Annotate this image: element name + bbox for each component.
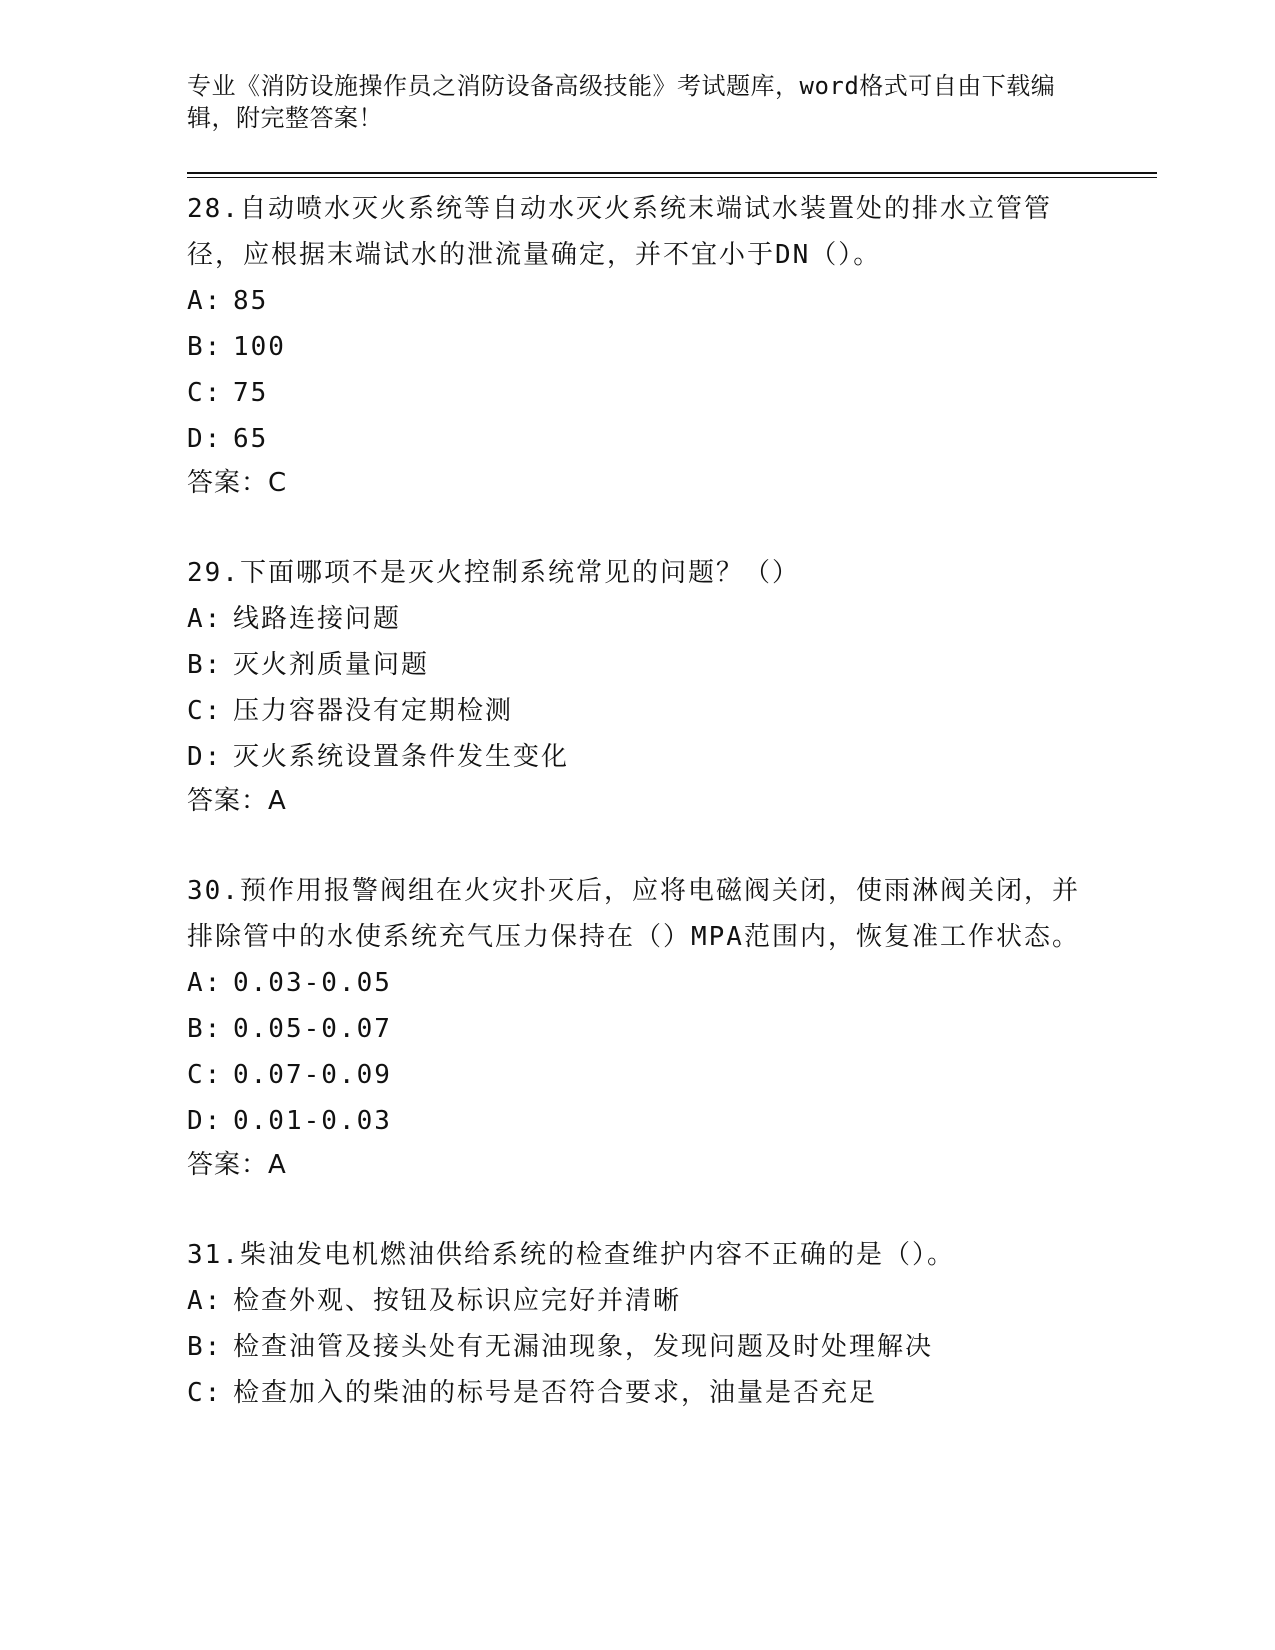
option-d: [187, 1098, 1157, 1144]
option-letter: D:: [187, 424, 223, 454]
question-spacer: [187, 1186, 1157, 1232]
option-text: 灭火剂质量问题: [233, 650, 430, 680]
option-letter: A:: [187, 1286, 223, 1316]
option-b: [187, 324, 1157, 370]
option-a: [187, 596, 1157, 642]
option-d: [187, 734, 1157, 780]
question-30: [187, 868, 1157, 1186]
question-stem: 30.预作用报警阀组在火灾扑灭后，应将电磁阀关闭，使雨淋阀关闭，并排除管中的水使系统充气压力保持在（）MPA范围内，恢复准工作状态。: [187, 876, 1080, 952]
answer-line: 答案：A: [187, 786, 287, 816]
option-b: [187, 1324, 1157, 1370]
answer-line: 答案：C: [187, 468, 288, 498]
divider-thick-line: [187, 172, 1157, 174]
question-spacer: [187, 504, 1157, 550]
option-c: [187, 370, 1157, 416]
header-divider: [187, 172, 1157, 178]
option-text: 压力容器没有定期检测: [233, 696, 514, 726]
option-letter: C:: [187, 1378, 223, 1408]
option-letter: C:: [187, 378, 223, 408]
question-stem: 28.自动喷水灭火系统等自动水灭火系统末端试水装置处的排水立管管径，应根据末端试水的泄流量确定，并不宜小于DN（）。: [187, 194, 1052, 270]
option-letter: B:: [187, 650, 223, 680]
option-text: 75: [233, 378, 269, 408]
option-c: [187, 1052, 1157, 1098]
option-text: 0.01-0.03: [233, 1106, 392, 1136]
question-28: [187, 186, 1157, 504]
question-stem: 29.下面哪项不是灭火控制系统常见的问题？（）: [187, 558, 800, 588]
divider-thin-line: [187, 177, 1157, 178]
option-text: 65: [233, 424, 269, 454]
option-letter: C:: [187, 696, 223, 726]
option-text: 灭火系统设置条件发生变化: [233, 742, 570, 772]
option-text: 85: [233, 286, 269, 316]
option-text: 100: [233, 332, 286, 362]
option-text: 0.03-0.05: [233, 968, 392, 998]
option-letter: A:: [187, 968, 223, 998]
option-c: [187, 1370, 1157, 1416]
question-spacer: [187, 822, 1157, 868]
option-text: 检查外观、按钮及标识应完好并清晰: [233, 1286, 682, 1316]
option-letter: B:: [187, 1332, 223, 1362]
option-text: 0.05-0.07: [233, 1014, 392, 1044]
option-letter: C:: [187, 1060, 223, 1090]
option-b: [187, 642, 1157, 688]
option-text: 检查油管及接头处有无漏油现象，发现问题及时处理解决: [233, 1332, 934, 1362]
document-page: [187, 70, 1157, 1416]
option-text: 线路连接问题: [233, 604, 402, 634]
document-header: 专业《消防设施操作员之消防设备高级技能》考试题库，word格式可自由下载编辑，附完整答案！: [187, 72, 1056, 132]
option-a: [187, 1278, 1157, 1324]
question-31: [187, 1232, 1157, 1416]
option-c: [187, 688, 1157, 734]
option-b: [187, 1006, 1157, 1052]
option-letter: A:: [187, 286, 223, 316]
option-a: [187, 278, 1157, 324]
option-letter: B:: [187, 1014, 223, 1044]
option-a: [187, 960, 1157, 1006]
option-letter: D:: [187, 742, 223, 772]
option-text: 0.07-0.09: [233, 1060, 392, 1090]
option-d: [187, 416, 1157, 462]
option-letter: D:: [187, 1106, 223, 1136]
option-letter: A:: [187, 604, 223, 634]
question-stem: 31.柴油发电机燃油供给系统的检查维护内容不正确的是（）。: [187, 1240, 955, 1270]
option-text: 检查加入的柴油的标号是否符合要求，油量是否充足: [233, 1378, 878, 1408]
option-letter: B:: [187, 332, 223, 362]
answer-line: 答案：A: [187, 1150, 287, 1180]
question-29: [187, 550, 1157, 822]
